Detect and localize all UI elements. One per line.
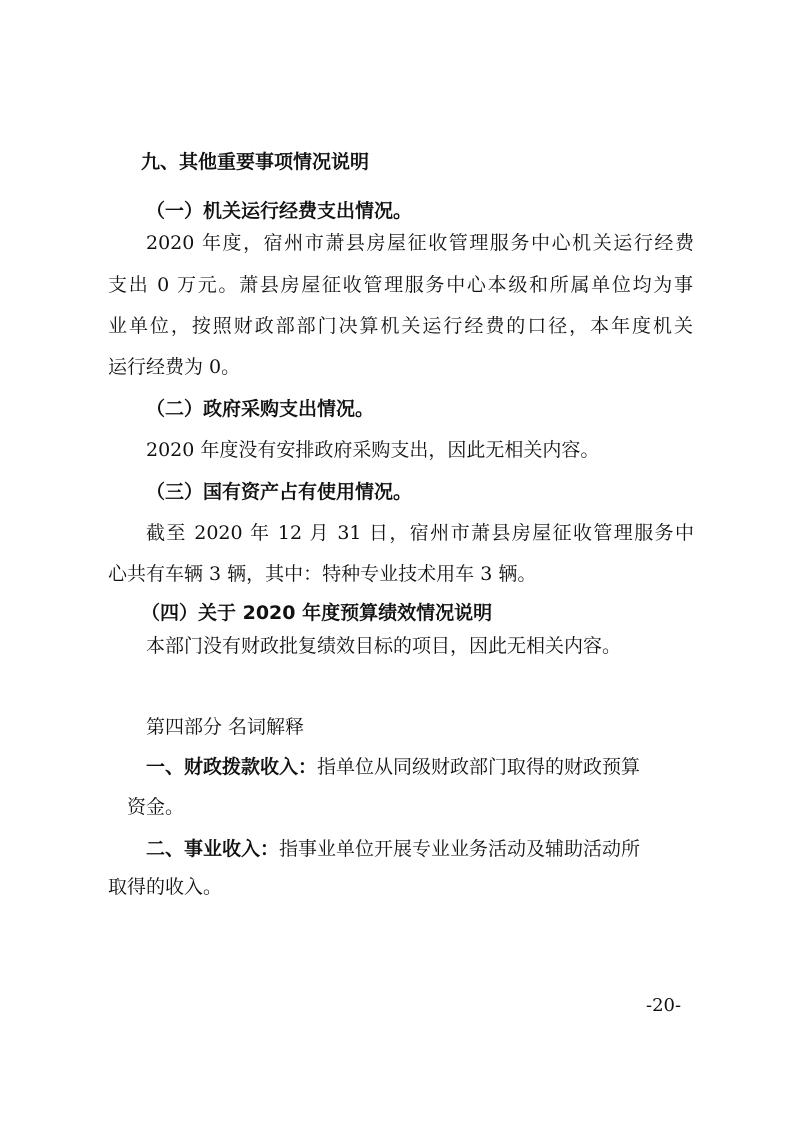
part-heading: 第四部分 名词解释 (146, 716, 305, 738)
term-definition-continued: 取得的收入。 (108, 876, 223, 898)
section-heading: 九、其他重要事项情况说明 (141, 151, 370, 173)
subsection-title-3: （三）国有资产占有使用情况。 (146, 481, 413, 503)
paragraph-line: 支出 0 万元。萧县房屋征收管理服务中心本级和所属单位均为事 (108, 274, 693, 296)
paragraph-line: 心共有车辆 3 辆，其中：特种专业技术用车 3 辆。 (108, 563, 537, 585)
paragraph-line: 截至 2020 年 12 月 31 日，宿州市萧县房屋征收管理服务中 (146, 522, 694, 544)
term-label: 一、财政拨款收入： (146, 756, 318, 778)
paragraph-line: 本部门没有财政批复绩效目标的项目，因此无相关内容。 (146, 635, 622, 657)
paragraph-line: 2020 年度没有安排政府采购支出，因此无相关内容。 (146, 439, 600, 461)
term-definition: 指事业单位开展专业业务活动及辅助活动所 (279, 838, 641, 860)
subsection-title-2: （二）政府采购支出情况。 (146, 398, 375, 420)
subsection-title-4: （四）关于 2020 年度预算绩效情况说明 (141, 602, 493, 624)
paragraph-line: 2020 年度，宿州市萧县房屋征收管理服务中心机关运行经费 (146, 232, 694, 254)
paragraph-line: 业单位，按照财政部部门决算机关运行经费的口径，本年度机关 (108, 315, 693, 337)
subsection-title-1: （一）机关运行经费支出情况。 (146, 200, 413, 222)
term-definition-continued: 资金。 (127, 796, 185, 818)
paragraph-line: 运行经费为 0。 (108, 356, 241, 378)
term-label: 二、事业收入： (146, 838, 280, 860)
term-entry-1 (146, 755, 640, 779)
page-number: -20- (646, 995, 682, 1016)
term-entry-2 (146, 837, 640, 861)
term-definition: 指单位从同级财政部门取得的财政预算 (317, 756, 641, 778)
